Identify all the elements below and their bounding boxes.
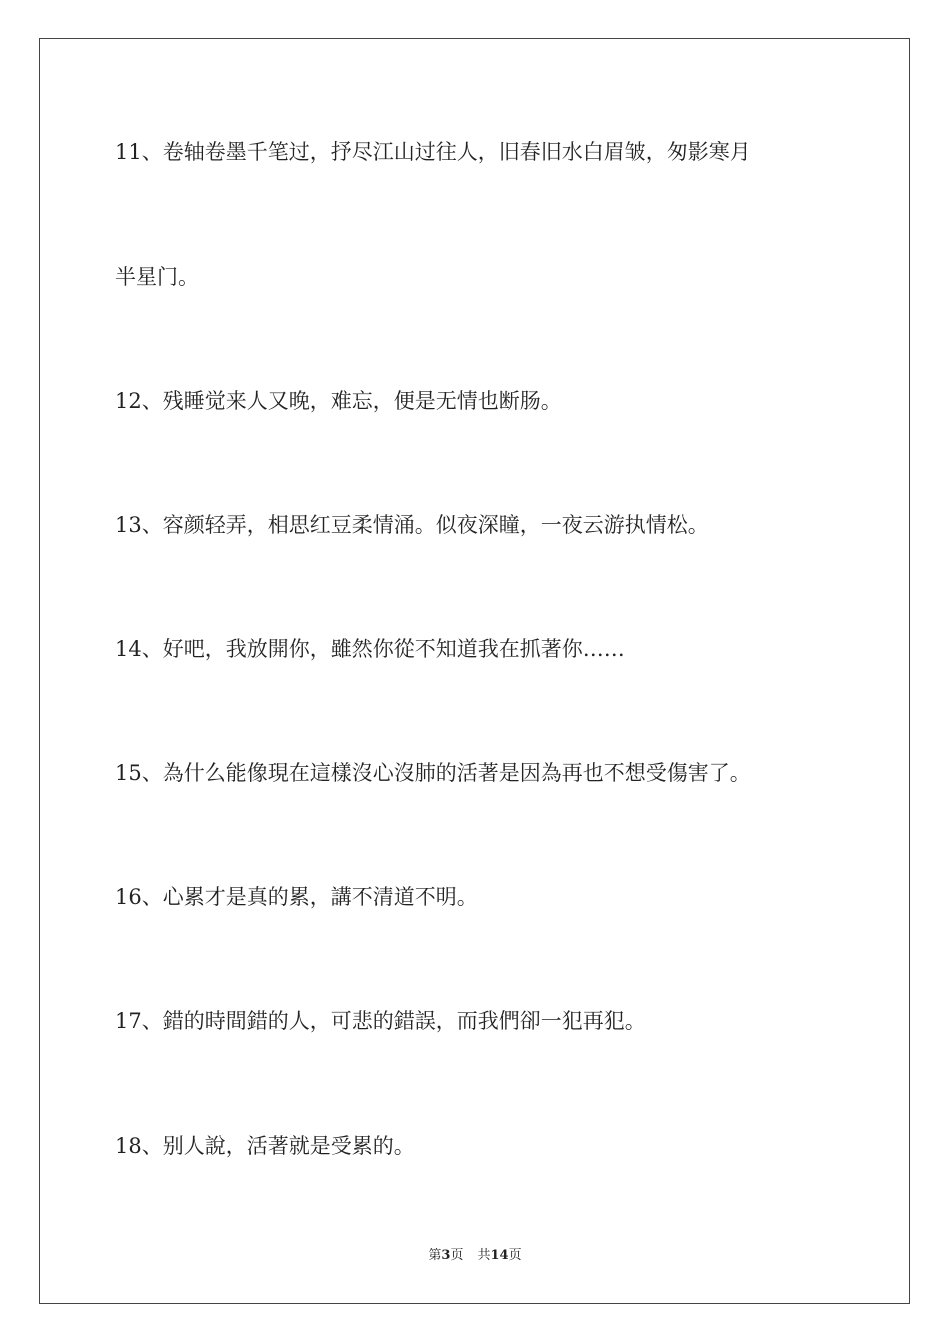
text-line-18: 18、别人說，活著就是受累的。 <box>115 1134 415 1158</box>
text-line-15: 15、為什么能像現在這樣沒心沒肺的活著是因為再也不想受傷害了。 <box>115 761 751 785</box>
page-border <box>39 38 910 1304</box>
page-suffix: 页 <box>450 1248 464 1263</box>
page-prefix: 第 <box>428 1248 442 1263</box>
text-line-17: 17、錯的時間錯的人，可悲的錯誤，而我們卻一犯再犯。 <box>115 1009 646 1033</box>
text-line-14: 14、好吧，我放開你，雖然你從不知道我在抓著你…… <box>115 637 625 661</box>
total-pages: 14 <box>490 1248 509 1263</box>
text-line-11-continued: 半星门。 <box>115 265 199 289</box>
text-line-12: 12、残睡觉来人又晚，难忘，便是无情也断肠。 <box>115 389 562 413</box>
total-prefix: 共 <box>477 1248 491 1263</box>
text-line-11: 11、卷轴卷墨千笔过，抒尽江山过往人，旧春旧水白眉皱，匆影寒月 <box>115 140 751 164</box>
page-footer <box>0 1246 950 1266</box>
text-line-16: 16、心累才是真的累，講不清道不明。 <box>115 885 478 909</box>
text-line-13: 13、容颜轻弄，相思红豆柔情涌。似夜深瞳，一夜云游执情松。 <box>115 513 709 537</box>
total-suffix: 页 <box>508 1248 522 1263</box>
page-number: 3 <box>441 1248 451 1263</box>
